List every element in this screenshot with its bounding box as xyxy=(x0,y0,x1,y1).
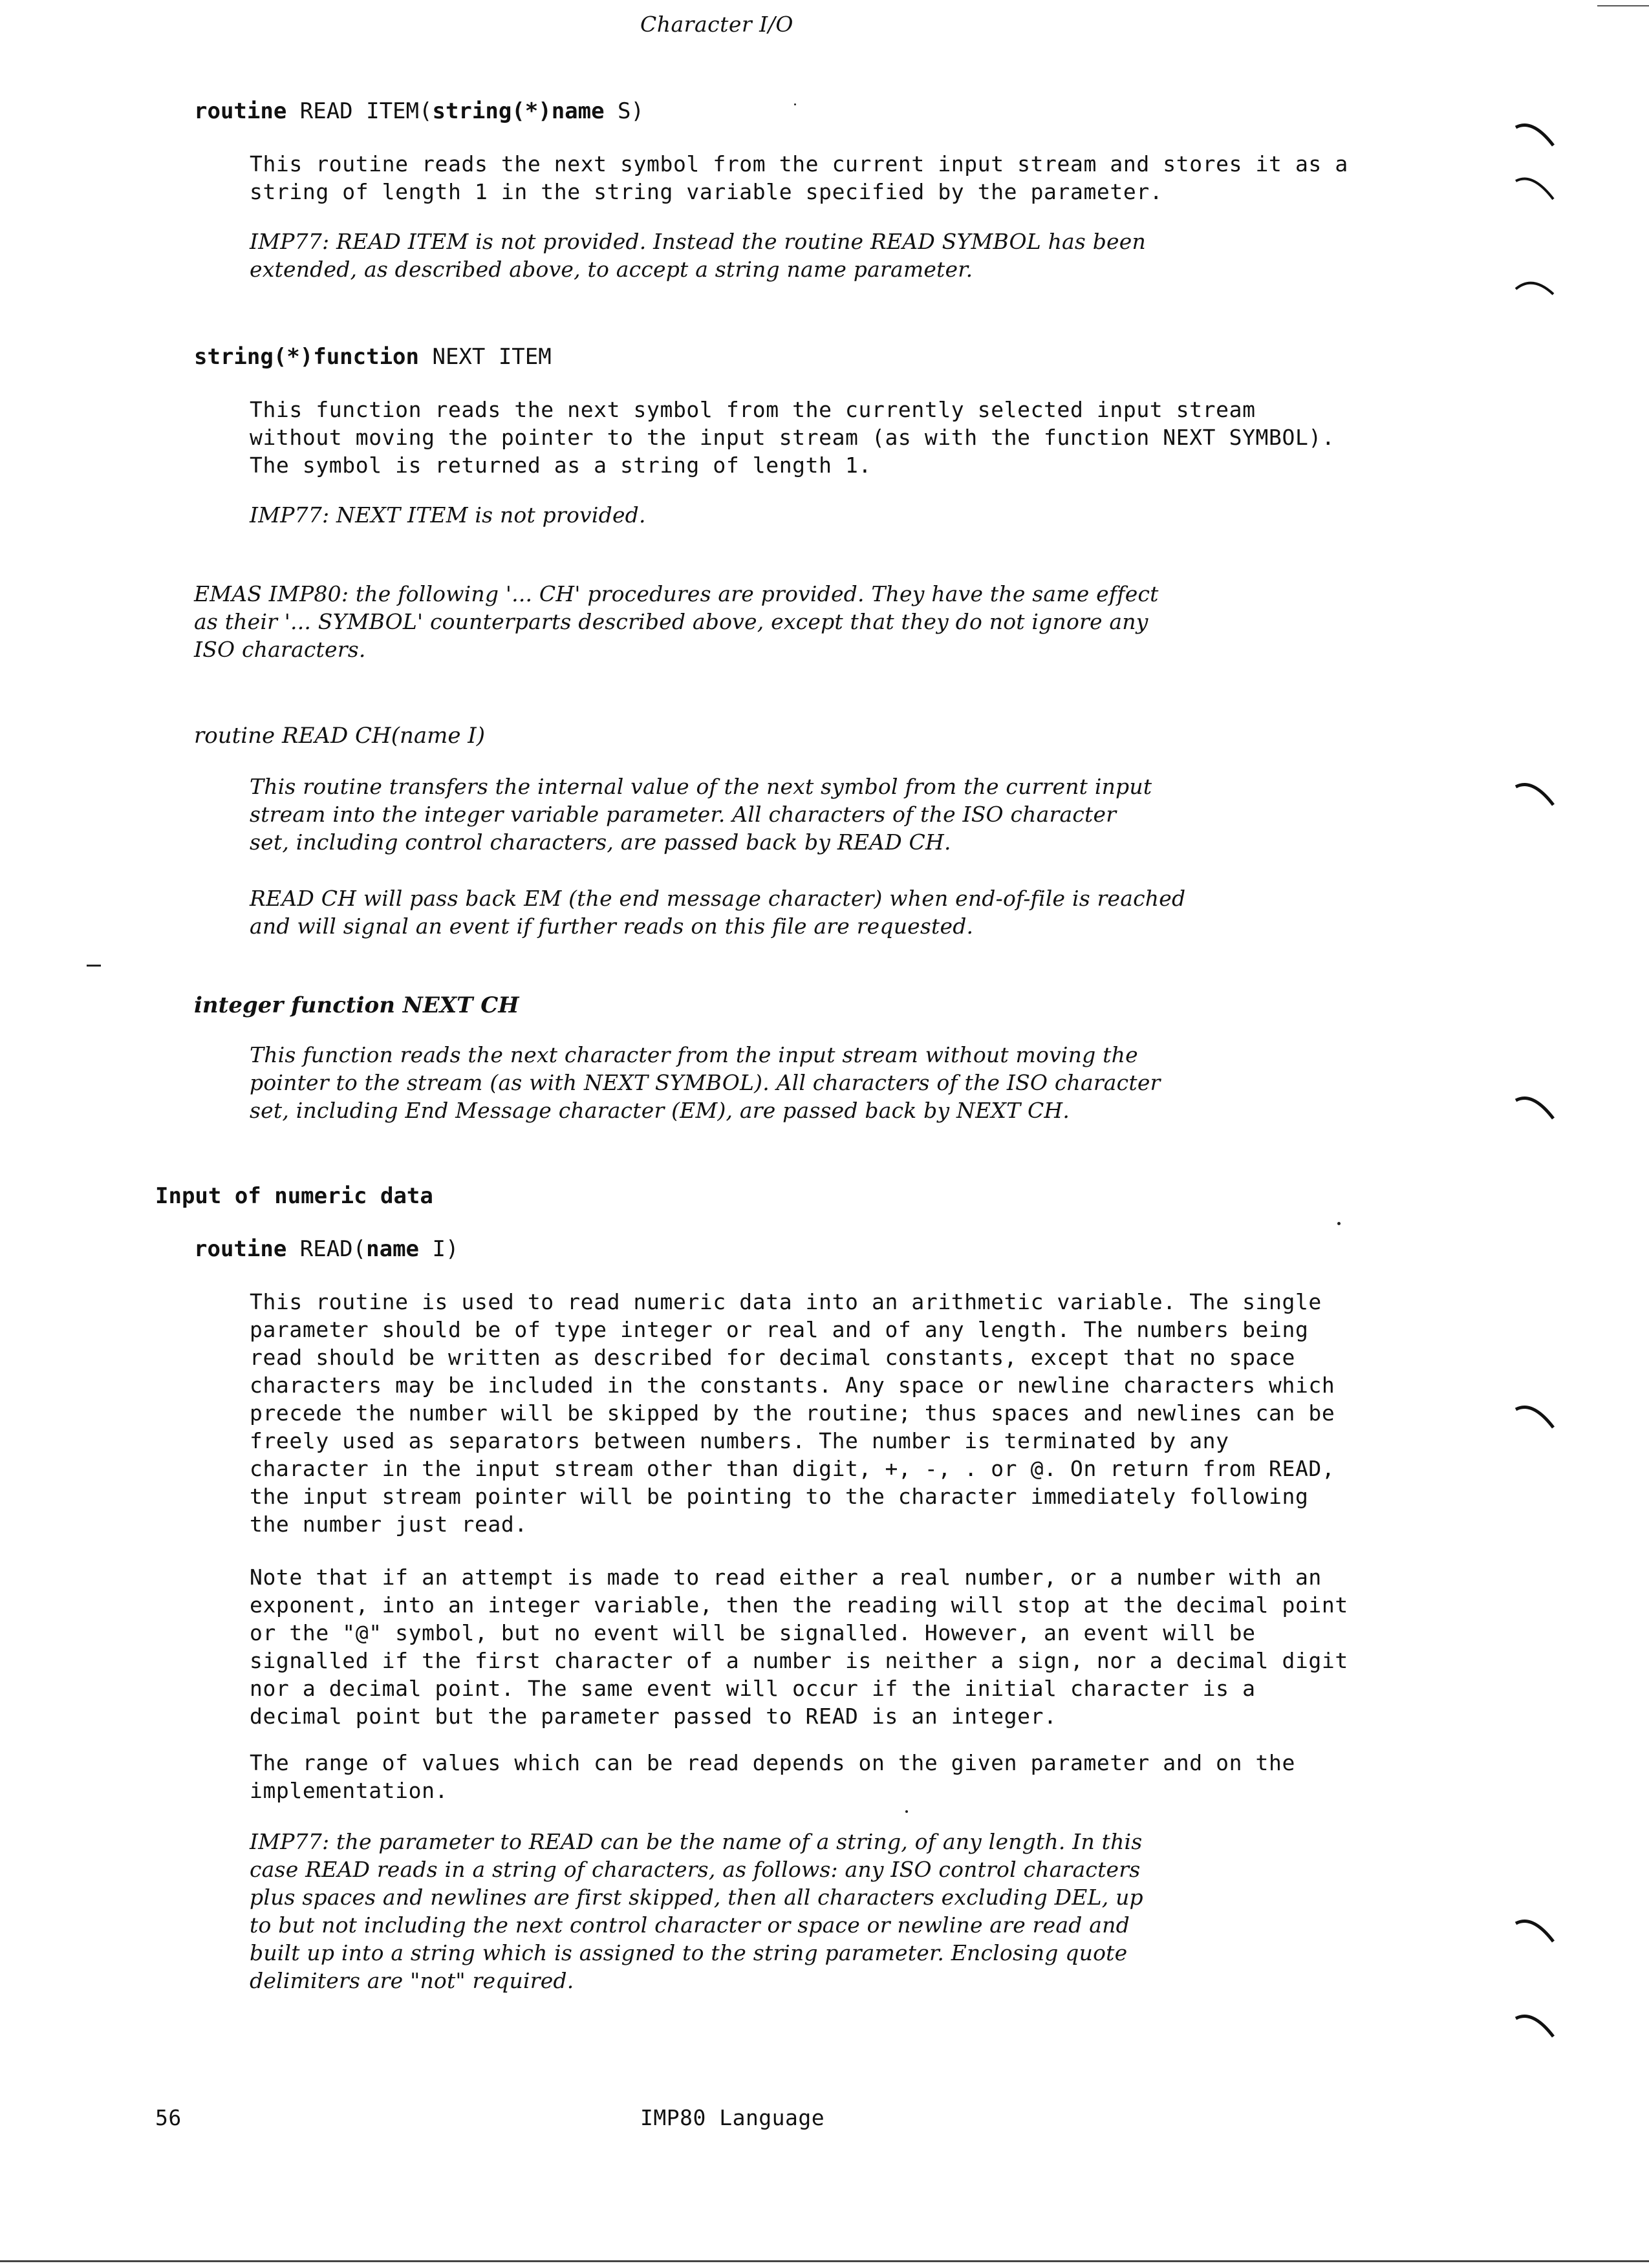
scan-speck xyxy=(905,1810,908,1813)
next-item-imp77-note: IMP77: NEXT ITEM is not provided. xyxy=(250,502,646,528)
read-ch-em-note: READ CH will pass back EM (the end message character) when end-of-file is reached and will signal an event if further reads on this file are requested. xyxy=(250,886,1186,939)
scan-edge-bottom xyxy=(0,2260,1649,2262)
margin-mark xyxy=(1513,2011,1558,2043)
running-header: Character I/O xyxy=(640,12,793,37)
read-range-note: The range of values which can be read depends on the given parameter and on the implementation. xyxy=(250,1750,1295,1803)
heading-text: READ( xyxy=(286,1236,367,1262)
heading-tail: S) xyxy=(604,98,644,124)
scan-speck xyxy=(794,103,796,105)
keyword-string-function: string(*)function xyxy=(194,344,419,370)
section-heading-next-ch: integer function NEXT CH xyxy=(194,992,519,1018)
scan-edge-top xyxy=(1597,5,1649,6)
section-title-numeric-input: Input of numeric data xyxy=(155,1183,433,1209)
keyword-routine: routine xyxy=(194,1236,287,1262)
margin-mark xyxy=(1513,173,1558,206)
section-heading-read-ch: routine READ CH(name I) xyxy=(194,723,485,749)
keyword-name: name xyxy=(366,1236,420,1262)
footer-book-title: IMP80 Language xyxy=(640,2105,825,2130)
keyword-routine: routine xyxy=(194,98,287,124)
heading-tail: I) xyxy=(419,1236,459,1262)
scan-speck xyxy=(1337,1222,1341,1225)
read-imp77-note: IMP77: the parameter to READ can be the name of a string, of any length. In this case READ reads in a string of characters, as follows: any ISO control characters plus spaces and newlines are first skipped, then all characters excluding DEL, up to but not including the next control character or space or newline are read and built up into a string which is assigned to the string parameter. Enclosing quote delimiters are "not" required. xyxy=(250,1829,1143,1993)
read-integer-note: Note that if an attempt is made to read either a real number, or a number with an exponent, into an integer variable, then the reading will stop at the decimal point or the "@" symbol, but no event will be signalled. However, an event will be signalled if the first character of a number is neither a sign, nor a decimal digit nor a decimal point. The same event will occur if the initial character is a decimal point but the parameter passed to READ is an integer. xyxy=(250,1565,1348,1729)
section-heading-next-item xyxy=(194,344,552,370)
margin-mark xyxy=(1513,779,1558,811)
read-ch-description: This routine transfers the internal value of the next symbol from the current input stream into the integer variable parameter. All characters of the ISO character set, including control characters, are passed back by READ CH. xyxy=(250,774,1152,855)
page-number: 56 xyxy=(155,2105,182,2130)
heading-text: READ ITEM( xyxy=(286,98,433,124)
margin-mark xyxy=(1513,275,1558,307)
keyword-string-name: string(*)name xyxy=(432,98,605,124)
emas-imp80-note: EMAS IMP80: the following '... CH' procedures are provided. They have the same effect as their '... SYMBOL' counterparts described above, except that they do not ignore any ISO characters. xyxy=(194,581,1159,662)
margin-mark xyxy=(1513,120,1558,152)
read-item-description: This routine reads the next symbol from the current input stream and stores it as a string of length 1 in the string variable specified by the parameter. xyxy=(250,151,1348,204)
heading-text: NEXT ITEM xyxy=(419,344,552,370)
margin-mark xyxy=(1513,1402,1558,1434)
scan-dash xyxy=(87,965,101,967)
section-heading-read xyxy=(194,1236,458,1262)
margin-mark xyxy=(1513,1916,1558,1948)
read-description: This routine is used to read numeric data into an arithmetic variable. The single parameter should be of type integer or real and of any length. The numbers being read should be written as described for decimal constants, except that no space characters may be included in the constants. Any space or newline characters which precede the number will be skipped by the routine; thus spaces and newlines can be freely used as separators between numbers. The number is terminated by any character in the input stream other than digit, +, -, . or @. On return from READ, the input stream pointer will be pointing to the character immediately following the number just read. xyxy=(250,1289,1335,1537)
read-item-imp77-note: IMP77: READ ITEM is not provided. Instead the routine READ SYMBOL has been extended, as described above, to accept a string name parameter. xyxy=(250,229,1146,282)
margin-mark xyxy=(1513,1093,1558,1125)
next-item-description: This function reads the next symbol from the currently selected input stream without moving the pointer to the input stream (as with the function NEXT SYMBOL). The symbol is returned as a string of length 1. xyxy=(250,397,1335,478)
section-heading-read-item xyxy=(194,98,644,124)
next-ch-description: This function reads the next character from the input stream without moving the pointer to the stream (as with NEXT SYMBOL). All characters of the ISO character set, including End Message character (EM), are passed back by NEXT CH. xyxy=(250,1042,1161,1123)
